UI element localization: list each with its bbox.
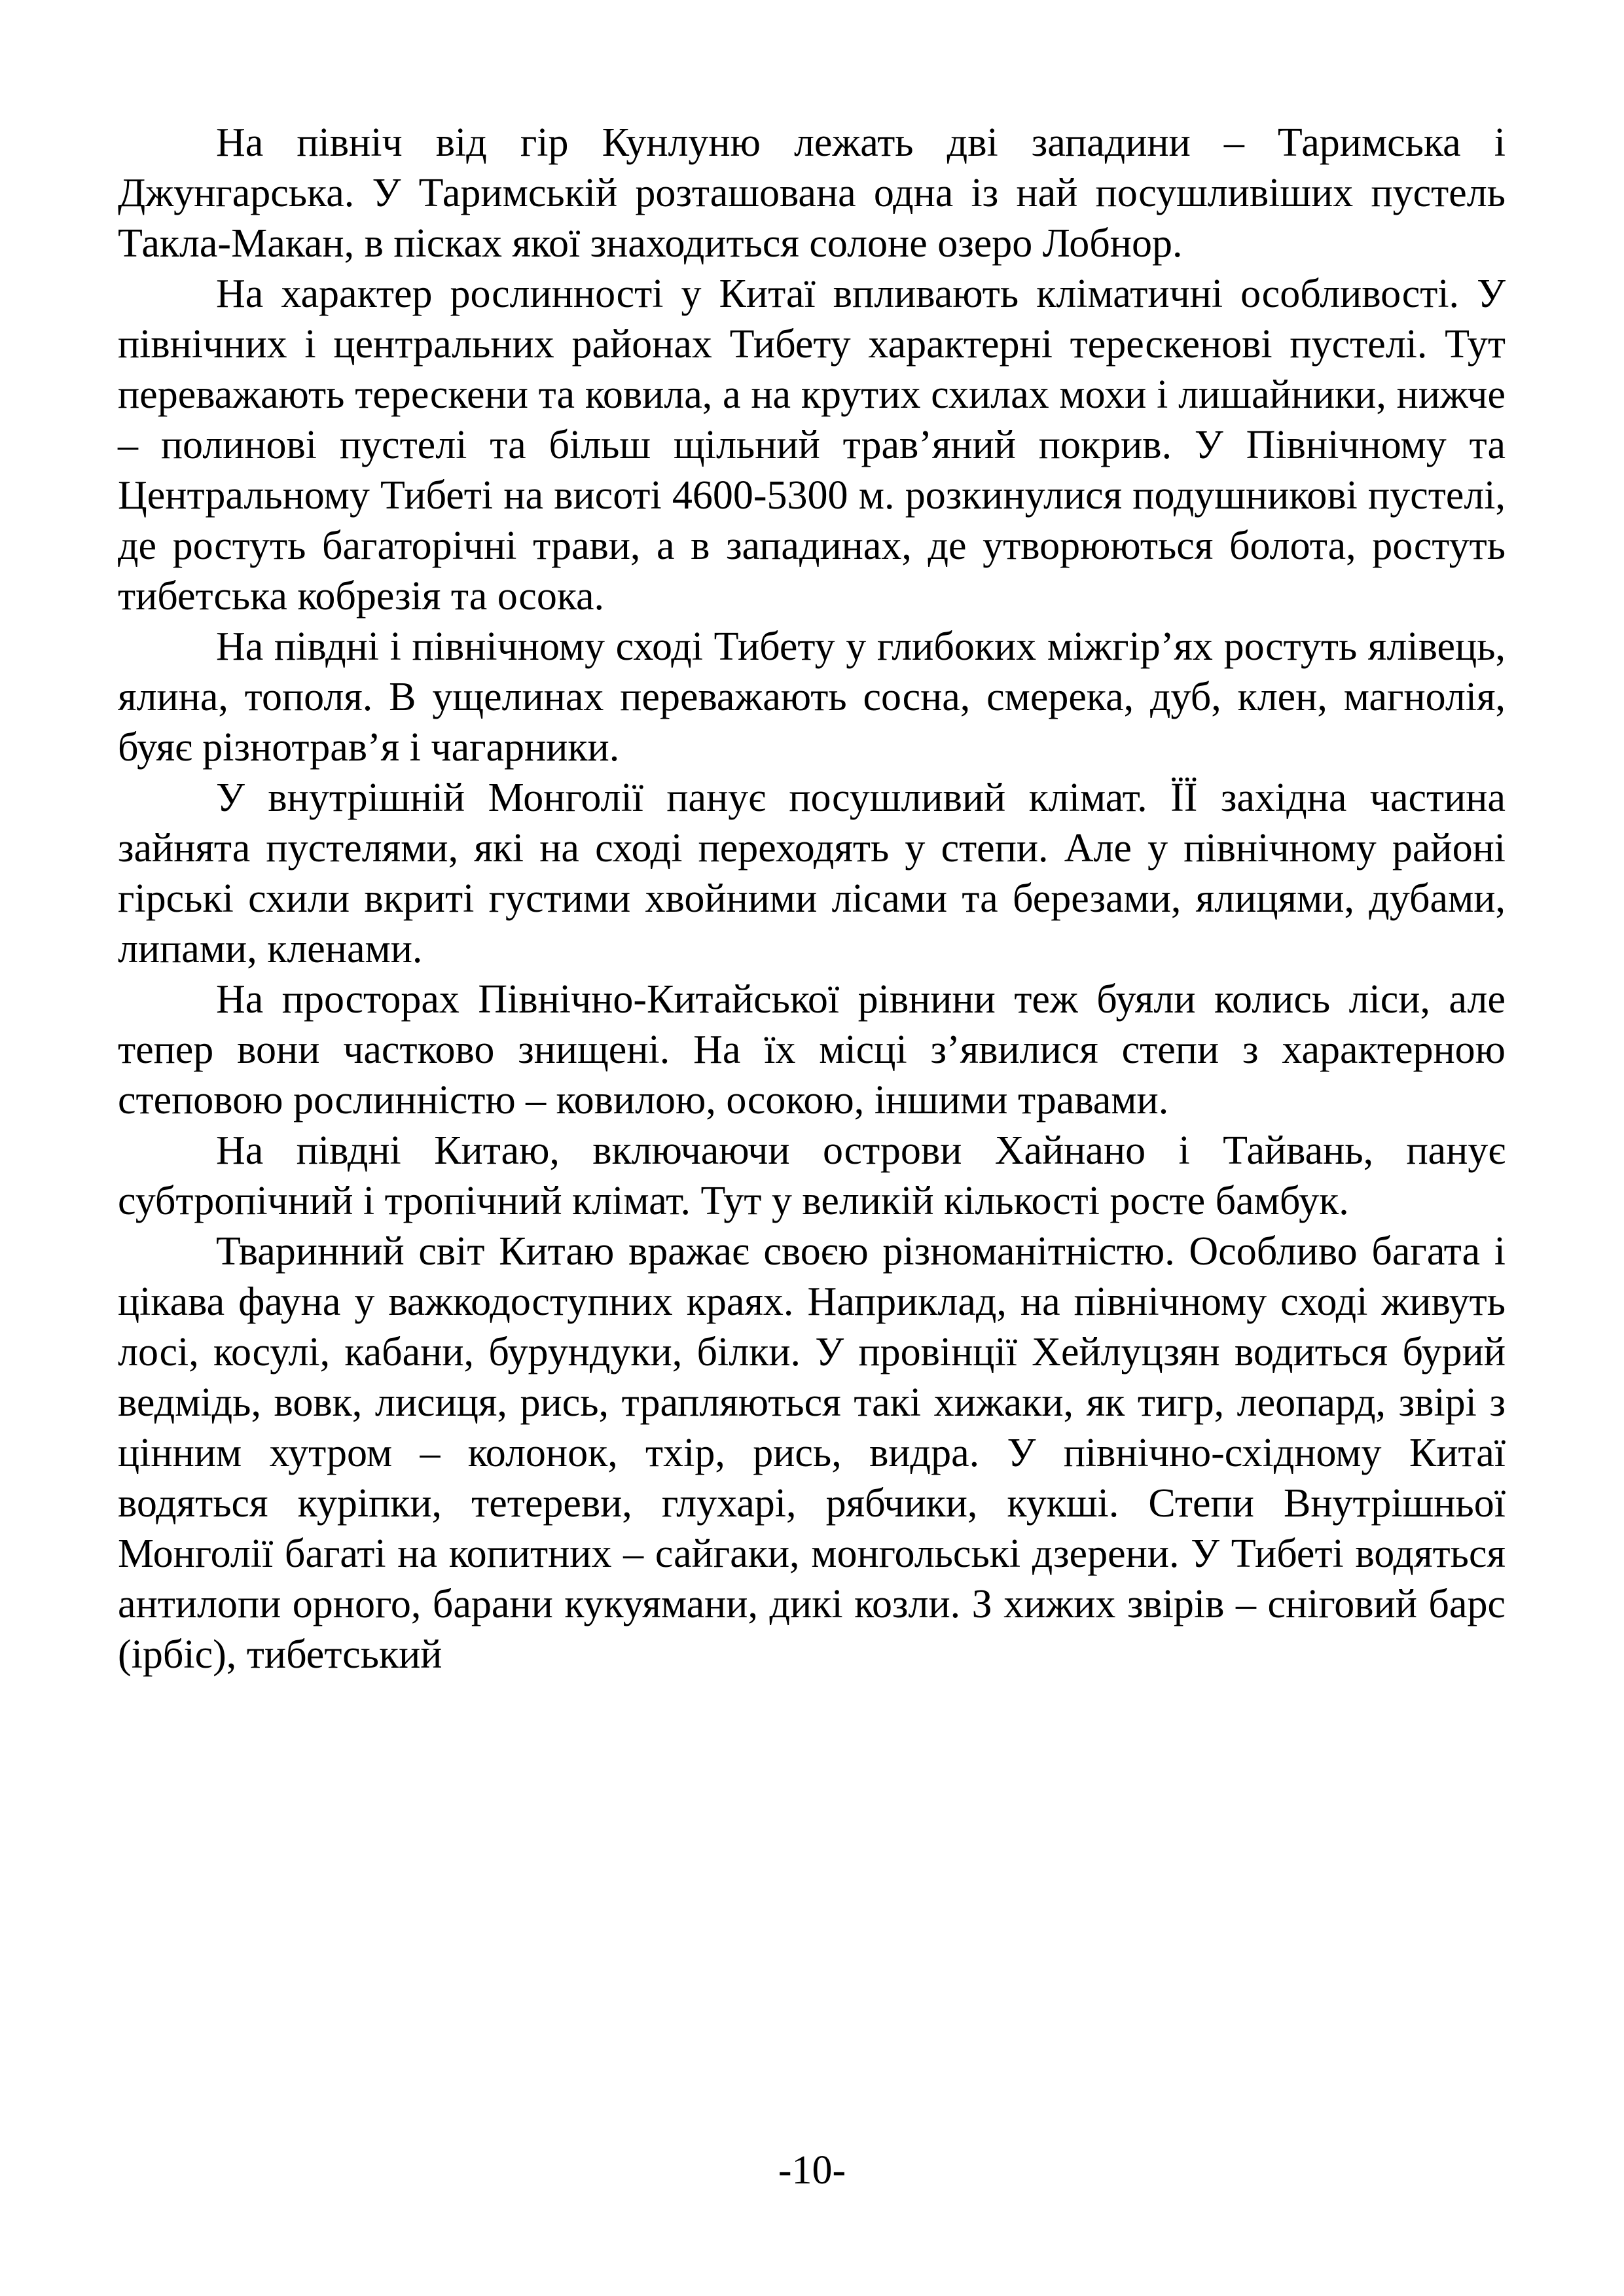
paragraph-6: На півдні Китаю, включаючи острови Хайнано і Тайвань, панує субтропічний і тропічний клімат. Тут у великій кількості росте бамбук. — [118, 1128, 1506, 1223]
paragraph-3: На півдні і північному сході Тибету у глибоких міжгір’ях ростуть ялівець, ялина, тополя. В ущелинах переважають сосна, смерека, дуб, клен, магнолія, буяє різнотрав’я і чагарники. — [118, 624, 1506, 770]
paragraph-4: У внутрішній Монголії панує посушливий клімат. ЇЇ західна частина зайнята пустелями, які на сході переходять у степи. Але у північному районі гірські схили вкриті густими хвойними лісами та березами, ялицями, дубами, липами, кленами. — [118, 776, 1506, 971]
page-number: -10- — [778, 2148, 846, 2193]
paragraph-1: На північ від гір Кунлуню лежать дві западини – Таримська і Джунгарська. У Таримській розташована одна із най посушливіших пустель Такла-Макан, в пісках якої знаходиться солоне озеро Лобнор. — [118, 120, 1506, 266]
paragraph-7: Тваринний світ Китаю вражає своєю різноманітністю. Особливо багата і цікава фауна у важкодоступних краях. Наприклад, на північному сході живуть лосі, косулі, кабани, бурундуки, білки. У провінції Хейлуцзян водиться бурий ведмідь, вовк, лисиця, рись, трапляються такі хижаки, як тигр, леопард, звірі з цінним хутром – колонок, тхір, рись, видра. У північно-східному Китаї водяться куріпки, тетереви, глухарі, рябчики, кукші. Степи Внутрішньої Монголії багаті на копитних – сайгаки, монгольські дзерени. У Тибеті водяться антилопи орного, барани кукуямани, дикі козли. З хижих звірів – сніговий барс (ірбіс), тибетський — [118, 1229, 1506, 1677]
page-body — [118, 118, 1506, 1680]
paragraph-5: На просторах Північно-Китайської рівнини теж буяли колись ліси, але тепер вони частково знищені. На їх місці з’явилися степи з характерною степовою рослинністю – ковилою, осокою, іншими травами. — [118, 977, 1506, 1122]
paragraph-2: На характер рослинності у Китаї впливають кліматичні особливості. У північних і центральних районах Тибету характерні терескенові пустелі. Тут переважають терескени та ковила, а на крутих схилах мохи і лишайники, нижче – полинові пустелі та більш щільний трав’яний покрив. У Північному та Центральному Тибеті на висоті 4600-5300 м. розкинулися подушникові пустелі, де ростуть багаторічні трави, а в западинах, де утворюються болота, ростуть тибетська кобрезія та осока. — [118, 272, 1506, 619]
